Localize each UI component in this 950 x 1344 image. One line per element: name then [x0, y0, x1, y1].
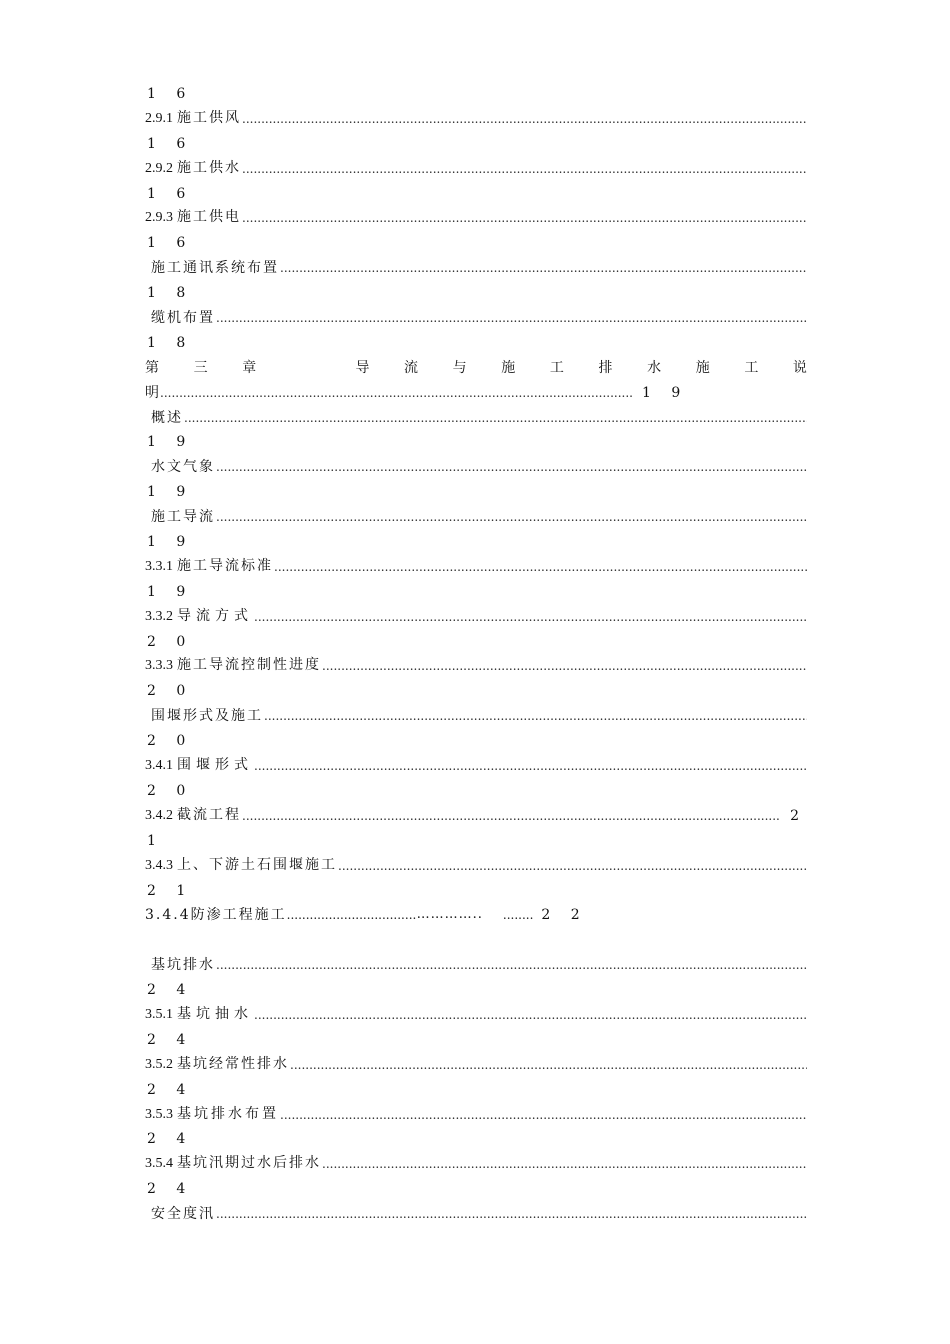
- page-number-line: 1 9: [147, 484, 194, 501]
- toc-entry-3-3-2[interactable]: 3.3.2 导流方式 .....: [145, 605, 807, 630]
- toc-entry-3-4-3[interactable]: 3.4.3 上、下游土石围堰施工 .....: [145, 854, 807, 879]
- leader-dots: [216, 306, 807, 331]
- leader-dots: [254, 1003, 807, 1028]
- leader-dots: [216, 1202, 807, 1227]
- page-number-line: 1 9: [147, 534, 194, 551]
- toc-entry-2-9-1[interactable]: 2.9.1 施工供风 .....: [145, 107, 807, 132]
- toc-entry-2-9-2[interactable]: 2.9.2 施工供水 .....: [145, 157, 807, 182]
- page-number-line: 1 8: [147, 285, 194, 302]
- table-of-contents: [145, 82, 807, 1227]
- page-number-line: 1 6: [147, 135, 194, 152]
- page-number-line: 2 0: [147, 633, 194, 650]
- toc-entry-3-4-2[interactable]: 3.4.2 截流工程 ..... 2: [145, 804, 807, 829]
- toc-entry-pit-drainage[interactable]: 基坑排水 .....: [145, 953, 807, 978]
- page-number-line: 1 9: [147, 434, 194, 451]
- page-number-line: 2 4: [147, 1131, 194, 1148]
- toc-entry-3-5-1[interactable]: 3.5.1 基坑抽水 .....: [145, 1003, 807, 1028]
- page-number-line: 1 6: [147, 235, 194, 252]
- page-number-line: 2 4: [147, 1031, 194, 1048]
- page-number-line: 2 0: [147, 683, 194, 700]
- page-number-line: 2 4: [147, 982, 194, 999]
- leader-dots: [322, 654, 807, 679]
- page-number-line: 1 9: [147, 583, 194, 600]
- toc-entry-communication[interactable]: 施工通讯系统布置 .....: [145, 256, 807, 281]
- toc-entry-flood-safety[interactable]: 安全度汛 .....: [145, 1202, 807, 1227]
- chapter-three-heading[interactable]: 第 三 章 导 流 与 施 工 排 水 施 工 说: [145, 359, 807, 376]
- page-number-line: 1 6: [147, 185, 194, 202]
- toc-entry-3-5-4[interactable]: 3.5.4 基坑汛期过水后排水 .....: [145, 1152, 807, 1177]
- leader-dots: [242, 804, 780, 829]
- leader-dots: [280, 256, 807, 281]
- page-number-line: 2 4: [147, 1081, 194, 1098]
- leader-dots: [254, 754, 807, 779]
- leader-dots: [160, 381, 632, 406]
- leader-dots: [242, 206, 807, 231]
- toc-entry-cable-crane[interactable]: 缆机布置 .....: [145, 306, 807, 331]
- toc-entry-3-4-4[interactable]: 3.4.4防渗工程施工 ..... ………….. ........ 2 2: [145, 903, 807, 928]
- leader-dots: [264, 704, 807, 729]
- leader-dots: [287, 903, 417, 928]
- toc-entry-3-4-1[interactable]: 3.4.1 围堰形式 .....: [145, 754, 807, 779]
- toc-entry-hydrology[interactable]: 水文气象 .....: [145, 455, 807, 480]
- leader-dots: [338, 854, 807, 879]
- toc-entry-cofferdam[interactable]: 围堰形式及施工 .....: [145, 704, 807, 729]
- leader-dots: [184, 406, 807, 431]
- page-number-line: 2 0: [147, 782, 194, 799]
- page-number-line: 2 4: [147, 1181, 194, 1198]
- chapter-three-heading-tail: 明 ..... 1 9: [145, 381, 807, 406]
- toc-entry-diversion[interactable]: 施工导流 .....: [145, 505, 807, 530]
- leader-dots: [254, 605, 807, 630]
- leader-dots: [242, 157, 807, 182]
- leader-dots: [216, 455, 807, 480]
- toc-entry-3-3-3[interactable]: 3.3.3 施工导流控制性进度 .....: [145, 654, 807, 679]
- leader-dots: [242, 107, 807, 132]
- leader-dots: [290, 1053, 807, 1078]
- toc-entry-3-5-3[interactable]: 3.5.3 基坑排水布置 .....: [145, 1103, 807, 1128]
- blank-line: [145, 928, 807, 953]
- page-number-line: 2 1: [147, 882, 194, 899]
- leader-dots: [216, 953, 807, 978]
- page-number-line: 1 8: [147, 334, 194, 351]
- page-number-line: 1 6: [147, 86, 194, 102]
- page-number-line: 2 0: [147, 733, 194, 750]
- toc-entry-3-5-2[interactable]: 3.5.2 基坑经常性排水 .....: [145, 1053, 807, 1078]
- leader-dots: [322, 1152, 807, 1177]
- toc-entry-3-3-1[interactable]: 3.3.1 施工导流标准 .....: [145, 555, 807, 580]
- leader-dots: [280, 1103, 807, 1128]
- toc-entry-2-9-3[interactable]: 2.9.3 施工供电 .....: [145, 206, 807, 231]
- toc-entry-overview[interactable]: 概述 .....: [145, 406, 807, 431]
- leader-dots: [274, 555, 807, 580]
- leader-dots: [216, 505, 807, 530]
- page-number-line: 1: [147, 832, 164, 849]
